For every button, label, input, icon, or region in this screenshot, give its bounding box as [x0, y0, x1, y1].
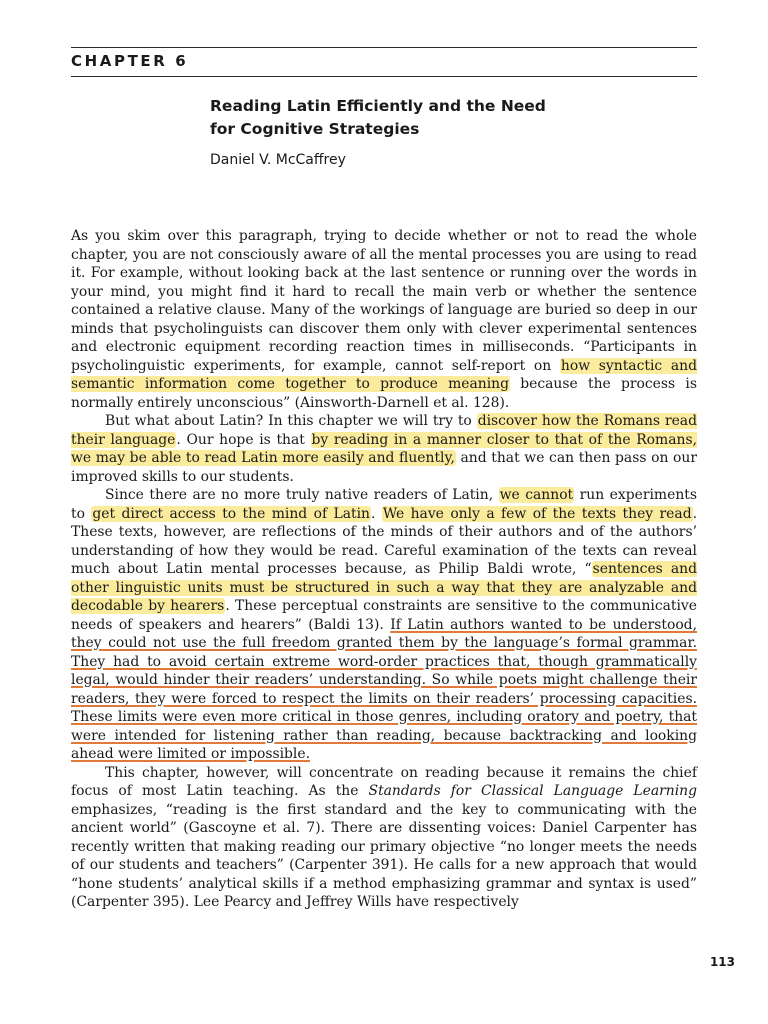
highlight[interactable]: by reading in a manner closer to that of the Romans, we may be able to read Latin more easily and fluently,	[71, 431, 697, 466]
highlight[interactable]: how syntactic and semantic information come together to produce meaning	[71, 357, 697, 392]
highlight[interactable]: sentences and other linguistic units must be structured in such a way that they are analyzable and decodable by hearers	[71, 561, 697, 614]
chapter-title-line-2: for Cognitive Strategies	[210, 120, 420, 138]
body-text	[71, 227, 697, 912]
text-span: run experiments to	[71, 487, 697, 522]
underline-annotation[interactable]: If Latin authors wanted to be understood, they could not use the full freedom granted them by the language’s formal grammar. They had to avoid certain extreme word-order practices that, though grammatically legal, would hinder their readers’ understanding. So while poets might challenge their readers, they were forced to respect the limits on their readers’ processing capacities. These limits were even more critical in those genres, including oratory and poetry, that were intended for listening rather than reading, because backtracking and looking ahead were limited or impossible.	[71, 616, 697, 762]
paragraph-2	[71, 412, 697, 486]
author-name: Daniel V. McCaffrey	[210, 152, 346, 168]
italic-title: Standards for Classical Language Learning	[368, 783, 697, 799]
header-rule-bottom	[71, 76, 697, 77]
text-span: . These perceptual constraints are sensitive to the communicative needs of speakers and hearers” (Baldi 13).	[71, 598, 697, 633]
text-span: and that we can then pass on our improved skills to our students.	[71, 450, 697, 485]
highlight[interactable]: we cannot	[499, 487, 574, 503]
text-span: As you skim over this paragraph, trying to decide whether or not to read the whole chapter, you are not consciously aware of all the mental processes you are using to read it. For example, without looking back at the last sentence or running over the words in your mind, you might find it hard to recall the main verb or whether the sentence contained a relative clause. Many of the workings of language are buried so deep in our minds that psycholinguists can discover them only with clever experimental sentences and electronic equipment recording reaction times in milliseconds. “Participants in psycholinguistic experiments, for example, cannot self-report on	[71, 228, 697, 374]
text-span: This chapter, however, will concentrate on reading because it remains the chief focus of most Latin teaching. As the	[71, 764, 697, 799]
chapter-label: CHAPTER 6	[71, 52, 189, 70]
text-span: . Our hope is that	[176, 431, 311, 448]
paragraph-3	[71, 486, 697, 764]
text-span: emphasizes, “reading is the first standard and the key to communicating with the ancient world” (Gascoyne et al. 7). There are dissenting voices: Daniel Carpenter has recently written that making reading our primary objective “no longer meets the needs of our students and teachers” (Carpenter 391). He calls for a new approach that would “hone students’ analytical skills if a method emphasizing grammar and syntax is used” (Carpenter 395). Lee Pearcy and Jeffrey Wills have respectively	[71, 801, 697, 910]
text-span: . These texts, however, are reflections of the minds of their authors and of the authors’ understanding of how they would be read. Careful examination of the texts can reveal much about Latin mental processes because, as Philip Baldi wrote, “	[71, 505, 698, 577]
text-span: .	[370, 505, 382, 522]
text-span: Since there are no more truly native readers of Latin,	[105, 487, 499, 503]
chapter-title-line-1: Reading Latin Efficiently and the Need	[210, 97, 546, 115]
highlight[interactable]: get direct access to the mind of Latin	[92, 505, 370, 522]
text-span: But what about Latin? In this chapter we will try to	[105, 413, 477, 429]
page-number: 113	[709, 955, 735, 969]
highlight[interactable]: We have only a few of the texts they read	[382, 505, 692, 522]
chapter-title	[210, 95, 630, 141]
header-rule-top	[71, 47, 697, 48]
paragraph-4	[71, 764, 697, 912]
paragraph-1	[71, 227, 697, 412]
text-span: because the process is normally entirely unconscious” (Ainsworth-Darnell et al. 128).	[71, 376, 697, 411]
highlight[interactable]: discover how the Romans read their language	[71, 413, 697, 448]
